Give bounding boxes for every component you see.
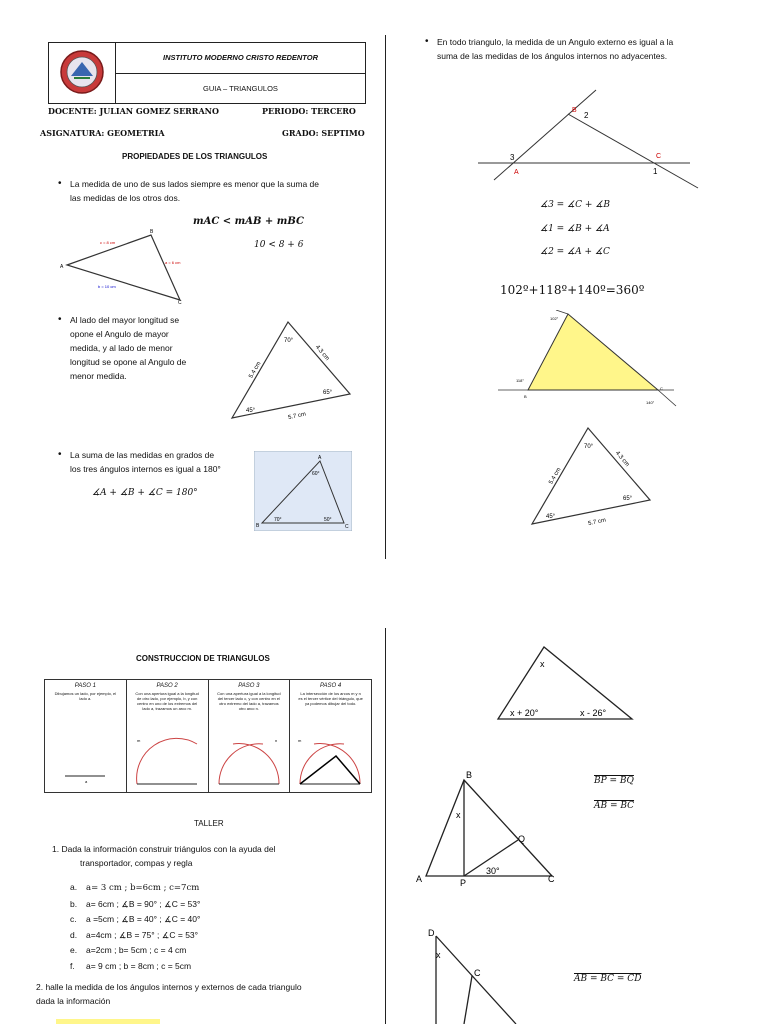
ext-eq3: ∡2 = ∡A + ∡C [540,247,610,257]
fig1-vertex-b: B [150,229,154,235]
ex2-vertex-p: P [460,878,467,888]
ex1-right-label: x - 26° [580,708,607,718]
item-d-text: a=4cm ; ∡B = 75° ; ∡C = 53° [86,929,199,940]
item-f-text: a= 9 cm ; b = 8cm ; c = 5cm [86,960,192,971]
property2-line5: menor medida. [70,371,127,381]
property1-example: 10 < 8 + 6 [254,240,304,250]
step-2-drawing [131,736,205,790]
ex3-eq: AB = BC = CD [574,974,642,984]
ex2-vertex-a: A [416,874,423,884]
step-4-title: PASO 4 [320,683,342,689]
item-f [70,959,200,975]
step-3-text: Con una apertura igual a la longitud del tercer lado c, y con centro en el otro extremo del lado a, trazamos otro arco n. [217,691,281,711]
fig5-side1: 5.4 cm [548,466,563,486]
question-2 [36,980,376,1008]
ex1-left-label: x + 20° [510,708,539,718]
step-4-label: m [298,738,302,743]
item-a-letter: a. [70,882,78,892]
taller-title: TALLER [194,819,224,828]
question-1-line2: transportador, compas y regla [80,858,193,868]
fig1-vertex-a: A [60,264,64,270]
fig2-right-angle: 65° [323,390,333,396]
property2-text [70,313,220,383]
grade-label: GRADO: SEPTIMO [282,128,365,138]
property3-line2: los tres ángulos internos es igual a 180° [70,464,221,474]
step-3 [209,680,291,792]
ex2-angle-x: x [456,810,461,820]
ex2-vertex-c: C [548,874,555,884]
item-a [70,880,200,897]
yellow-vertex-b: B [524,394,527,399]
fig1-side-b: b = 10 cm [98,284,116,289]
teacher-name: DOCENTE: JULIAN GOMEZ SERRANO [48,106,219,116]
exercise-triangle-3 [424,924,524,1024]
step-1-title: PASO 1 [74,683,96,689]
fig3-vertex-b: B [256,523,260,529]
school-seal-icon [57,48,107,96]
step-3-title: PASO 3 [238,683,260,689]
construction-title: CONSTRUCCION DE TRIANGULOS [136,654,270,663]
step-3-drawing [213,736,287,790]
institution-name: INSTITUTO MODERNO CRISTO REDENTOR [116,43,366,74]
item-f-letter: f. [70,960,75,971]
ext-vertex-b: B [572,107,577,114]
property4-text [437,35,737,63]
item-d-letter: d. [70,929,78,940]
item-e [70,943,200,959]
property1-text [70,177,370,205]
fig5-top-angle: 70° [584,444,594,450]
ext-eq1: ∡3 = ∡C + ∡B [540,200,610,210]
item-b-letter: b. [70,898,78,909]
fig3-vertex-c: C [345,524,349,530]
subject-label: ASIGNATURA: GEOMETRIA [40,128,165,138]
ex1-top-label: x [540,659,545,669]
fig5-side3: 5.7 cm [587,517,607,528]
exercise-triangle-2 [414,768,566,888]
ext-angle-3: 3 [510,153,515,162]
fig2-left-angle: 45° [246,408,256,414]
property1-formula: mAC < mAB + mBC [193,216,304,227]
header-table [48,42,366,104]
ext-vertex-a: A [514,169,519,176]
fig3-angle-a: 60° [312,471,320,477]
fig5-side2: 4.3 cm [613,450,631,469]
ext-angle-1: 1 [653,167,658,176]
item-c-text: a =5cm ; ∡B = 40° ; ∡C = 40° [86,914,201,925]
step-1-text: Dibujamos un lado, por ejemplo, el lado a. [54,691,117,701]
step-4-drawing [294,736,368,790]
property2-figure [228,318,358,426]
ext-vertex-c: C [656,153,662,160]
fig2-side2: 4.3 cm [313,344,331,363]
ex3-vertex-c: C [474,968,481,978]
construction-items [70,880,200,975]
item-a-text: a= 3 cm ; b=6cm ; c=7cm [86,883,200,893]
ex2-vertex-b: B [466,770,473,780]
yellow-vertex-c: C [660,386,663,391]
fig1-side-a: a = 6 cm [165,260,181,265]
fig3-vertex-a: A [318,455,322,461]
item-b [70,897,200,913]
step-1-drawing [55,770,115,786]
step-3-label: n [274,738,277,743]
property1-figure [58,226,190,306]
ex2-eq1: BP = BQ [594,776,634,786]
item-e-text: a=2cm ; b= 5cm ; c = 4 cm [86,945,187,956]
fig1-vertex-c: C [178,300,182,306]
fig5-right-angle: 65° [623,496,633,502]
ext-angle-2: 2 [584,111,589,120]
item-c [70,912,200,928]
guide-title: GUIA – TRIANGULOS [116,73,366,104]
step-1 [45,680,127,792]
period-label: PERIODO: TERCERO [262,106,356,116]
step-4-text: La intersección de los arcos m y n es el tercer vértice del triángulo, que ya podemos dibujar del todo. [298,691,363,706]
property4-line2: suma de las medidas de los ángulos internos no adyacentes. [437,51,668,61]
item-b-text: a= 6cm ; ∡B = 90° ; ∡C = 53° [86,898,201,909]
fig2-top-angle: 70° [284,338,294,344]
page-divider-top [385,35,386,559]
question-1-line1: 1. Dada la información construir triángulos con la ayuda del [52,844,276,854]
page-divider-bottom [385,628,386,1024]
section-title: PROPIEDADES DE LOS TRIANGULOS [122,152,268,161]
question-2-line1: 2. halle la medida de los ángulos internos y externos de cada triangulo [36,982,302,992]
step-2 [127,680,209,792]
property1-line1: • La medida de uno de sus lados siempre es menor que la suma de [70,179,320,189]
yellow-angle-a: 102° [550,316,559,321]
property3-formula: ∡A + ∡B + ∡C = 180° [92,488,198,498]
ext-sum: 102º+118º+140º=360º [500,283,645,297]
fig2-side3: 5.7 cm [287,411,307,422]
fig5-left-angle: 45° [546,514,556,520]
step-2-text: Con una apertura igual a la longitud de otro lado, por ejemplo, b, y con centro en uno de los extremos del lado a, trazamos un arco m. [135,691,199,711]
property3-figure [254,451,352,531]
ex3-vertex-d: D [428,928,435,938]
fig3-angle-c: 50° [324,517,332,523]
step-4 [290,680,371,792]
ext-eq2: ∡1 = ∡B + ∡A [540,224,610,234]
external-angle-figure [478,84,704,190]
item-d [70,928,200,944]
ex2-eq2: AB = BC [594,801,635,811]
step-2-label: m [136,738,141,743]
partial-figure [56,1019,160,1024]
yellow-angle-b: 118° [516,378,524,383]
item-e-letter: e. [70,945,78,956]
property3-line1: • La suma de las medidas en grados de [70,450,215,460]
property4-figure2 [528,424,658,530]
property2-line3: medida, y al lado de menor [70,343,173,353]
fig2-side1: 5.4 cm [248,360,263,380]
ex3-angle-x: x [436,950,441,960]
fig1-side-c: c = 8 cm [100,240,116,245]
construction-steps [44,679,372,793]
property1-line2: las medidas de los otros dos. [70,193,181,203]
exercise-triangle-1 [494,643,636,723]
ex2-vertex-q: Q [518,834,526,844]
property2-line2: opone el Angulo de mayor [70,329,169,339]
property2-line4: longitud se opone al Angulo de [70,357,187,367]
question-2-line2: dada la información [36,996,111,1006]
property2-line1: • Al lado del mayor longitud se [70,315,180,325]
fig3-angle-b: 70° [274,517,282,523]
item-c-letter: c. [70,914,77,925]
property4-line1: • En todo triangulo, la medida de un Angulo externo es igual a la [437,37,674,47]
step-1-label: a [85,779,88,784]
yellow-triangle-figure [498,310,696,408]
ex2-angle-30: 30° [486,866,500,876]
yellow-angle-c: 140° [646,400,655,405]
question-1 [52,842,362,870]
school-logo [49,43,116,104]
property3-text [70,448,250,476]
step-2-title: PASO 2 [156,683,178,689]
